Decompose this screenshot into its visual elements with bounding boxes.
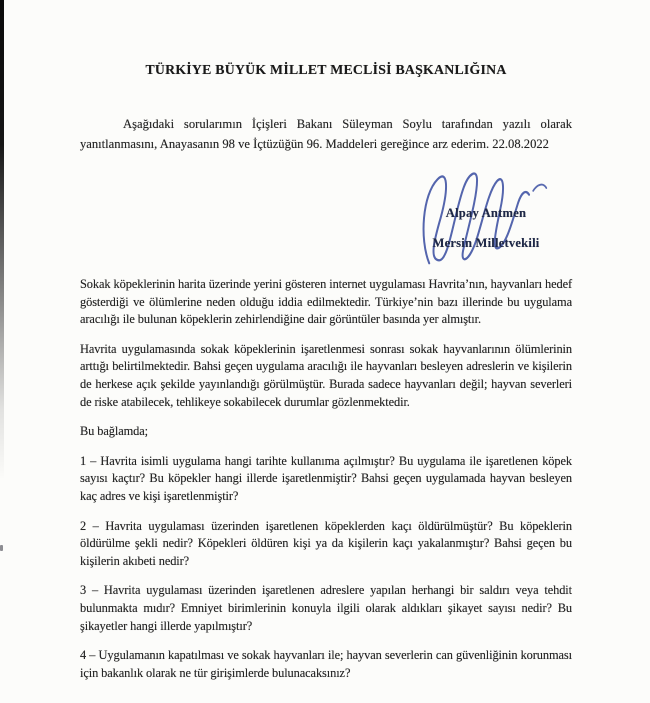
context-line: Bu bağlamda; <box>80 424 148 439</box>
question-item-2: 2 – Havrita uygulaması üzerinden işaretlenen köpeklerden kaçı öldürülmüştür? Bu köpeklerin öldürülme şekli nedir? Köpekleri öldüren kişi ya da kişilerin kaçı yakalanmıştır? Bahsi geçen bu kişilerin akıbeti nedir? <box>80 518 572 568</box>
intro-paragraph: Aşağıdaki sorularımın İçişleri Bakanı Süleyman Soylu tarafından yazılı olarak yanıtlanmasını, Anayasanın 98 ve İçtüzüğün 96. Maddeleri gereğince arz ederim. 22.08.2022 <box>80 117 572 151</box>
scan-speck-artifact <box>0 545 3 551</box>
signatory-block <box>406 198 566 258</box>
question-item-1: 1 – Havrita isimli uygulama hangi tarihte kullanıma açılmıştır? Bu uygulama ile işaretlenen köpek sayısı kaçtır? Bu köpekler hangi illerde işaretlenmiştir? Bahsi geçen uygulamada hayvan besleyen kaç adres ve kişi işaretlenmiştir? <box>80 453 572 503</box>
signature-flourish-stroke <box>533 185 546 191</box>
document-content <box>80 0 572 694</box>
scan-edge-artifact <box>0 0 4 480</box>
body-paragraph-1: Sokak köpeklerinin harita üzerinde yerini gösteren internet uygulaması Havrita’nın, hayvanları hedef gösterdiği ve ölümlerine neden olduğu iddia edilmektedir. Türkiye’nin bazı illerinde bu uygulama aracılığı ile bulunan köpeklerin zehirlendiğine dair görüntüler basında yer almıştır. <box>80 277 572 327</box>
signatory-name: Alpay Antmen <box>445 206 527 220</box>
question-item-3: 3 – Havrita uygulaması üzerinden işaretlenen adreslere yapılan herhangi bir saldırı veya tehdit bulunmakta mıdır? Emniyet birimlerinin konuyla ilgili olarak aldıkları şikayet sayısı nedir? Bu şikayetler hangi illerde yapılmıştır? <box>80 583 572 633</box>
signatory-title: Mersin Milletvekili <box>432 236 540 250</box>
question-item-4: 4 – Uygulamanın kapatılması ve sokak hayvanları ile; hayvan severlerin can güvenliğinin korunması için bakanlık olarak ne tür girişimlerde bulunacaksınız? <box>80 648 572 680</box>
document-title: TÜRKİYE BÜYÜK MİLLET MECLİSİ BAŞKANLIĞINA <box>145 62 507 77</box>
signature-block <box>80 154 572 276</box>
body-paragraph-2: Havrita uygulamasında sokak köpeklerinin işaretlenmesi sonrası sokak hayvanlarının ölümlerinin arttığı belirtilmektedir. Bahsi geçen uygulama aracılığı ile hayvanları besleyen adreslerin ve kişilerin de herkese açık şekilde yayınlandığı görülmüştür. Burada sadece hayvanları değil; hayvan severleri de riske atabilecek, tehlikeye sokabilecek durumlar gözlenmektedir. <box>80 341 572 409</box>
